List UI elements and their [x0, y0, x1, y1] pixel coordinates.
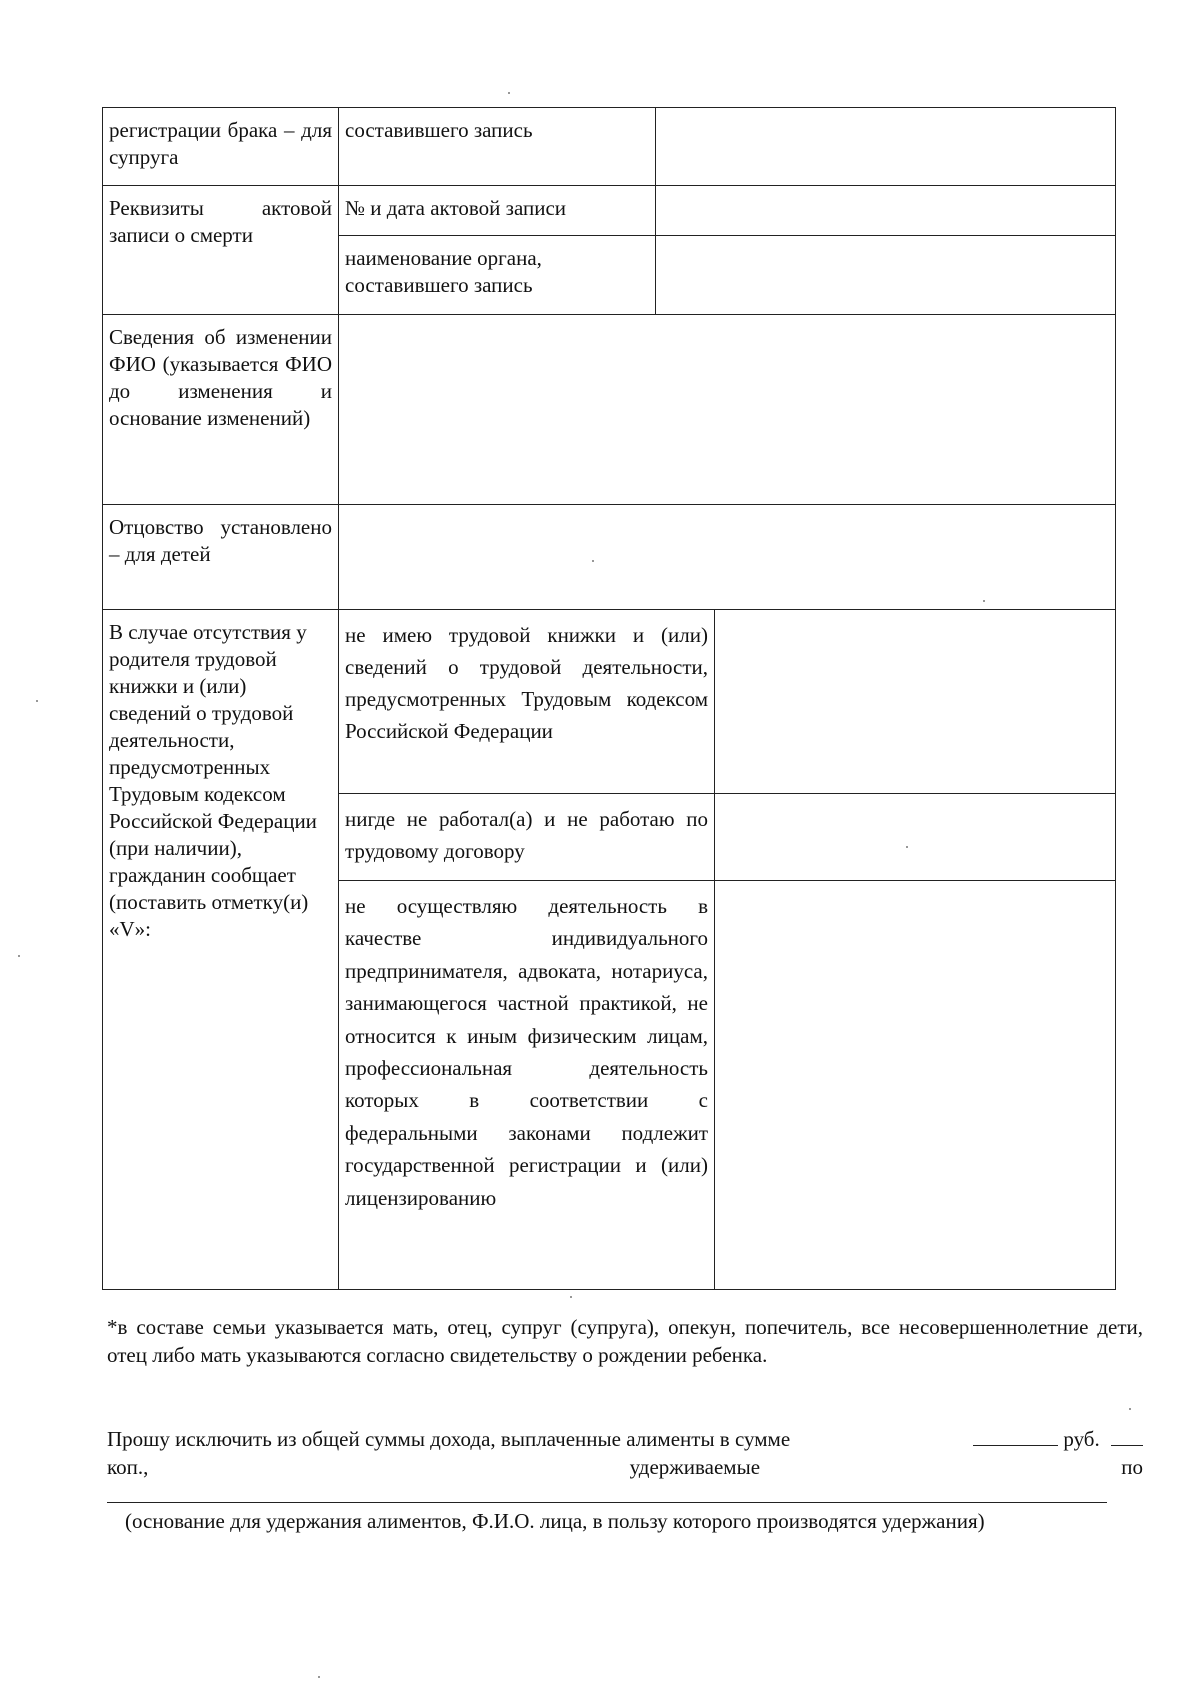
scan-speck: [36, 700, 38, 702]
scan-speck: [906, 846, 908, 848]
input-paternity[interactable]: [339, 505, 1116, 610]
input-death-record-authority[interactable]: [656, 236, 1116, 315]
label-paternity: Отцовство установлено – для детей: [103, 505, 339, 610]
currency-kop: коп.,: [107, 1455, 149, 1479]
field-death-record-number: № и дата актовой записи: [339, 186, 656, 236]
field-death-record-authority: наименование органа, составившего запись: [339, 236, 656, 315]
checkbox-never-worked[interactable]: [715, 794, 1116, 881]
employment-option-never-worked: нигде не работал(а) и не работаю по трудовому договору: [339, 794, 715, 881]
label-marriage-registration: регистрации брака – для супруга: [103, 108, 339, 186]
checkbox-no-self-employment[interactable]: [715, 881, 1116, 1290]
table-row-name-change: [103, 315, 1116, 505]
label-employment-status: В случае отсутствия у родителя трудовой книжки и (или) сведений о трудовой деятельности, предусмотренных Трудовым кодексом Российской Федерации (при наличии), гражданин сообщает (поставить отметку(и) «V»:: [103, 610, 339, 1290]
scan-speck: [1129, 1408, 1131, 1410]
checkbox-no-workbook[interactable]: [715, 610, 1116, 794]
alimony-amount-group: [973, 1425, 1143, 1453]
scan-speck: [983, 600, 985, 602]
employment-option-no-workbook: не имею трудовой книжки и (или) сведений о трудовой деятельности, предусмотренных Трудовым кодексом Российской Федерации: [339, 610, 715, 794]
alimony-kopeks-input[interactable]: [1111, 1425, 1143, 1446]
label-death-record: Реквизиты актовой записи о смерти: [103, 186, 339, 315]
by-label: по: [1121, 1455, 1143, 1479]
table-row-marriage: [103, 108, 1116, 186]
alimony-request-line-1: [107, 1425, 1143, 1453]
label-name-change: Сведения об изменении ФИО (указывается ФИО до изменения и основание изменений): [103, 315, 339, 505]
table-row-paternity: [103, 505, 1116, 610]
table-row-employment-option-1: [103, 610, 1116, 794]
scan-speck: [570, 1296, 572, 1298]
scan-speck: [592, 560, 594, 562]
currency-rub: руб.: [1063, 1427, 1100, 1451]
input-death-record-number[interactable]: [656, 186, 1116, 236]
scan-speck: [508, 92, 510, 94]
table-row-death-record: [103, 186, 1116, 236]
input-marriage-authority[interactable]: [656, 108, 1116, 186]
alimony-basis-caption: (основание для удержания алиментов, Ф.И.О. лица, в пользу которого производятся удержания): [125, 1509, 985, 1533]
family-info-table: [102, 107, 1116, 1290]
alimony-amount-input[interactable]: [973, 1425, 1058, 1446]
employment-option-no-self-employment: не осуществляю деятельность в качестве индивидуального предпринимателя, адвоката, нотариуса, занимающегося частной практикой, не относится к иным физическим лицам, профессиональная деятельность которых в соответствии с федеральными законами подлежит государственной регистрации и (или) лицензированию: [339, 881, 715, 1290]
scan-speck: [18, 955, 20, 957]
alimony-request-line-2: [107, 1453, 1143, 1481]
alimony-basis-input-line[interactable]: [107, 1502, 1107, 1503]
footnote-family-composition: *в составе семьи указывается мать, отец, супруг (супруга), опекун, попечитель, все несовершеннолетние дети, отец либо мать указываются согласно свидетельству о рождении ребенка.: [107, 1315, 1143, 1367]
withheld-label: удерживаемые: [629, 1455, 761, 1479]
alimony-request: [107, 1425, 1143, 1481]
field-marriage-authority: составившего запись: [339, 108, 656, 186]
input-name-change[interactable]: [339, 315, 1116, 505]
alimony-request-text: Прошу исключить из общей суммы дохода, выплаченные алименты в сумме: [107, 1427, 791, 1451]
scan-speck: [318, 1676, 320, 1678]
